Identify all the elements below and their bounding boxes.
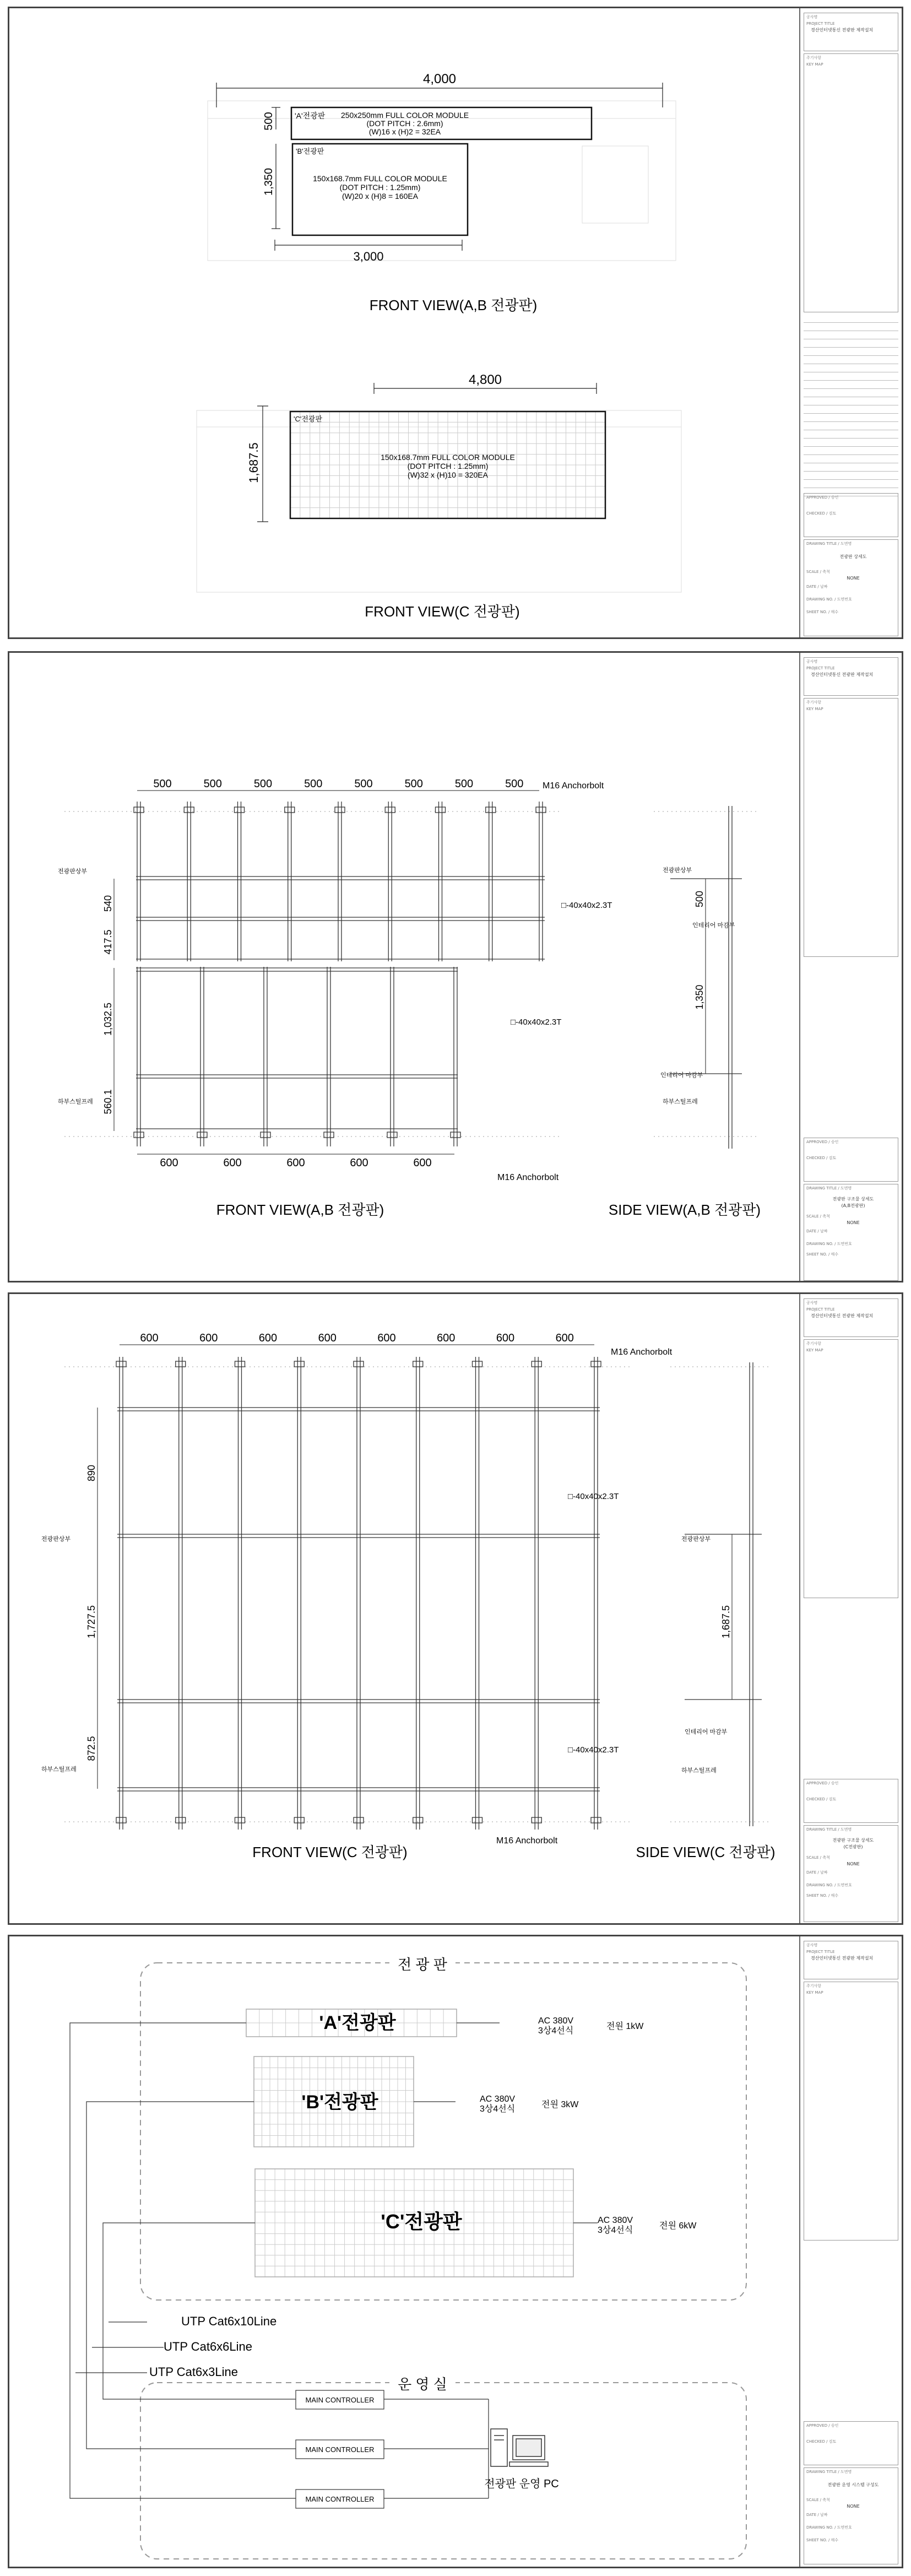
power-a-ac: AC 380V bbox=[538, 2016, 574, 2026]
top-spacing-dim: 600 bbox=[258, 1332, 278, 1344]
top-spacing-dim: 600 bbox=[555, 1332, 574, 1344]
power-b-phase: 3상4선식 bbox=[480, 2104, 516, 2114]
dim-1727-5: 1,727.5 bbox=[86, 1605, 97, 1639]
power-c-phase: 3상4선식 bbox=[598, 2226, 633, 2235]
pipe-label-1: □-40x40x2.3T bbox=[568, 1492, 619, 1501]
front-view-drawing bbox=[9, 8, 799, 641]
view-title-front-c: FRONT VIEW(C 전광판) bbox=[252, 1844, 408, 1860]
side-label-bottom: 하부스틸프레 bbox=[663, 1098, 698, 1105]
side-label-mid: 인테리어 마감부 bbox=[692, 922, 735, 929]
pipe-label-1: □-40x40x2.3T bbox=[561, 901, 612, 910]
title-block-3: 공사명 PROJECT TITLE 경산인터넷통신 전광판 제작설치 주기사항 KEY MAP APPROVED / 승인 CHECKED / 검토 DRAWING TITLE / 도면명 전광판 구조물 상세도 (C전광판) SCALE / 축척 NONE DATE / 날짜 DRAWING NO. / 도면번호 SHEET NO. / 매수 bbox=[799, 1294, 902, 1923]
view-title-front-ab: FRONT VIEW(A,B 전광판) bbox=[369, 297, 538, 313]
bottom-spacing-dim: 600 bbox=[160, 1157, 178, 1169]
side-label-mid: 인테리어 마감부 bbox=[685, 1729, 728, 1735]
view-title-side-c: SIDE VIEW(C 전광판) bbox=[636, 1844, 776, 1860]
drawing-sheet-3 bbox=[8, 1292, 903, 1925]
top-spacing-dim: 600 bbox=[437, 1332, 456, 1344]
utp-3-label: UTP Cat6x3Line bbox=[149, 2365, 238, 2379]
top-spacing-dim: 500 bbox=[203, 778, 222, 790]
title-block-2: 공사명 PROJECT TITLE 경산인터넷통신 전광판 제작설치 주기사항 KEY MAP APPROVED / 승인 CHECKED / 검토 DRAWING TITLE / 도면명 전광판 구조물 상세도 (A,B전광판) SCALE / 축척 NONE DATE / 날짜 DRAWING NO. / 도면번호 SHEET NO. / 매수 bbox=[799, 653, 902, 1281]
anchor-top-label: M16 Anchorbolt bbox=[611, 1347, 673, 1357]
power-b-kw: 전원 3kW bbox=[541, 2100, 579, 2109]
bottom-spacing-dim: 600 bbox=[350, 1157, 368, 1169]
top-spacing-dim: 500 bbox=[253, 778, 273, 790]
dim-560-1: 560.1 bbox=[102, 1089, 113, 1114]
bottom-spacing-dim: 600 bbox=[223, 1157, 242, 1169]
anchor-bottom-label: M16 Anchorbolt bbox=[497, 1173, 559, 1182]
dim-3000: 3,000 bbox=[353, 250, 384, 263]
controller-3: MAIN CONTROLLER bbox=[305, 2495, 375, 2503]
side-dim-1687-5: 1,687.5 bbox=[720, 1605, 731, 1639]
power-c-kw: 전원 6kW bbox=[659, 2221, 697, 2231]
top-spacing-dim: 500 bbox=[304, 778, 323, 790]
zone-label-control-room: 운 영 실 bbox=[398, 2376, 447, 2393]
view-title-front-c: FRONT VIEW(C 전광판) bbox=[365, 603, 520, 620]
title-block-1: 공사명 PROJECT TITLE 경산인터넷통신 전광판 제작설치 주기사항 KEY MAP APPROVED / 승인 CHECKED / 검토 DRAWING TITLE / 도면명 전광판 상세도 SCALE / 축척 NONE DATE / 날짜 DRAWING NO. / 도면번호 SHEET NO. / 매수 bbox=[799, 8, 902, 637]
dim-890: 890 bbox=[86, 1464, 97, 1482]
dim-872-5: 872.5 bbox=[86, 1736, 97, 1761]
view-title-front-ab: FRONT VIEW(A,B 전광판) bbox=[216, 1202, 384, 1218]
pipe-label-2: □-40x40x2.3T bbox=[568, 1745, 619, 1755]
dim-1687-5: 1,687.5 bbox=[247, 442, 261, 483]
top-spacing-dim: 500 bbox=[153, 778, 172, 790]
top-spacing-dim: 500 bbox=[354, 778, 373, 790]
sign-a-line3: (W)16 x (H)2 = 32EA bbox=[368, 127, 441, 136]
power-b-ac: AC 380V bbox=[480, 2095, 516, 2104]
pipe-label-2: □-40x40x2.3T bbox=[511, 1018, 562, 1027]
side-dim-1350: 1,350 bbox=[694, 984, 705, 1010]
structure-ab-drawing bbox=[9, 653, 799, 1284]
revision-rows bbox=[804, 315, 898, 491]
side-label-top: 전광판상부 bbox=[663, 867, 692, 874]
sign-a-label: 'A'전광판 bbox=[319, 2012, 396, 2033]
anchor-bottom-label: M16 Anchorbolt bbox=[496, 1836, 558, 1846]
controller-2: MAIN CONTROLLER bbox=[305, 2445, 375, 2454]
sign-a-line1: 250x250mm FULL COLOR MODULE bbox=[340, 111, 469, 120]
power-a-phase: 3상4선식 bbox=[538, 2026, 574, 2036]
dim-4800: 4,800 bbox=[468, 372, 502, 387]
sign-b-line2: (DOT PITCH : 1.25mm) bbox=[339, 183, 421, 192]
label-bottom-left: 하부스틸프레 bbox=[58, 1098, 93, 1105]
dim-540: 540 bbox=[102, 895, 113, 912]
pc-label: 전광판 운영 PC bbox=[484, 2478, 559, 2490]
sign-a-tag: 'A'전광판 bbox=[295, 111, 326, 120]
sign-b-label: 'B'전광판 bbox=[301, 2092, 378, 2113]
system-diagram bbox=[9, 1936, 799, 2570]
sign-a-line2: (DOT PITCH : 2.6mm) bbox=[366, 119, 443, 128]
dim-4000: 4,000 bbox=[422, 72, 457, 86]
dim-1032-5: 1,032.5 bbox=[102, 1002, 113, 1036]
controller-1: MAIN CONTROLLER bbox=[305, 2396, 375, 2404]
sign-b-tag: 'B'전광판 bbox=[296, 147, 324, 155]
power-c-ac: AC 380V bbox=[598, 2216, 633, 2225]
bottom-spacing-dim: 600 bbox=[286, 1157, 305, 1169]
sign-c-tag: 'C'전광판 bbox=[294, 415, 323, 423]
label-top-left: 전광판상부 bbox=[58, 868, 88, 875]
dim-417-5: 417.5 bbox=[102, 929, 113, 955]
computer-icon bbox=[491, 2429, 548, 2466]
drawing-sheet-4 bbox=[8, 1935, 903, 2568]
drawing-sheet-2 bbox=[8, 651, 903, 1282]
dim-500: 500 bbox=[263, 112, 275, 131]
top-spacing-dim: 600 bbox=[318, 1332, 337, 1344]
top-spacing-dim: 500 bbox=[454, 778, 474, 790]
top-spacing-dim: 600 bbox=[199, 1332, 218, 1344]
sign-b-line1: 150x168.7mm FULL COLOR MODULE bbox=[313, 174, 447, 183]
power-a-kw: 전원 1kW bbox=[606, 2022, 644, 2031]
sign-c-line3: (W)32 x (H)10 = 320EA bbox=[408, 470, 488, 479]
drawing-sheet-1 bbox=[8, 7, 903, 639]
anchor-top-label: M16 Anchorbolt bbox=[543, 781, 604, 791]
sign-c-line2: (DOT PITCH : 1.25mm) bbox=[407, 462, 489, 470]
top-spacing-dim: 500 bbox=[505, 778, 524, 790]
top-spacing-dim: 500 bbox=[404, 778, 423, 790]
label-bottom-left: 하부스틸프레 bbox=[41, 1766, 77, 1773]
top-spacing-dim: 600 bbox=[496, 1332, 515, 1344]
side-label-bottom: 하부스틸프레 bbox=[681, 1767, 717, 1774]
bottom-spacing-dim: 600 bbox=[413, 1157, 432, 1169]
tb-drawing-desc: 전광판 상세도 bbox=[839, 554, 867, 559]
utp-10-label: UTP Cat6x10Line bbox=[181, 2314, 277, 2328]
top-spacing-dim: 600 bbox=[140, 1332, 159, 1344]
sign-b-line3: (W)20 x (H)8 = 160EA bbox=[341, 192, 419, 201]
dim-1350: 1,350 bbox=[263, 167, 275, 196]
label-top-left: 전광판상부 bbox=[41, 1536, 71, 1543]
top-spacing-dim: 600 bbox=[377, 1332, 396, 1344]
side-label-mid2: 인테리어 마감부 bbox=[660, 1072, 703, 1079]
view-title-side-ab: SIDE VIEW(A,B 전광판) bbox=[608, 1202, 761, 1218]
sign-c-line1: 150x168.7mm FULL COLOR MODULE bbox=[381, 453, 515, 462]
structure-c-drawing bbox=[9, 1294, 799, 1926]
title-block-4: 공사명 PROJECT TITLE 경산인터넷통신 전광판 제작설치 주기사항 KEY MAP APPROVED / 승인 CHECKED / 검토 DRAWING TITLE / 도면명 전광판 운영 시스템 구성도 SCALE / 축척 NONE DATE / 날짜 DRAWING NO. / 도면번호 SHEET NO. / 매수 bbox=[799, 1936, 902, 2567]
sign-c-label: 'C'전광판 bbox=[381, 2210, 462, 2233]
side-dim-500: 500 bbox=[694, 890, 705, 908]
side-label-top: 전광판상부 bbox=[681, 1536, 711, 1543]
utp-6-label: UTP Cat6x6Line bbox=[164, 2340, 253, 2353]
zone-label-display: 전 광 판 bbox=[398, 1956, 447, 1973]
